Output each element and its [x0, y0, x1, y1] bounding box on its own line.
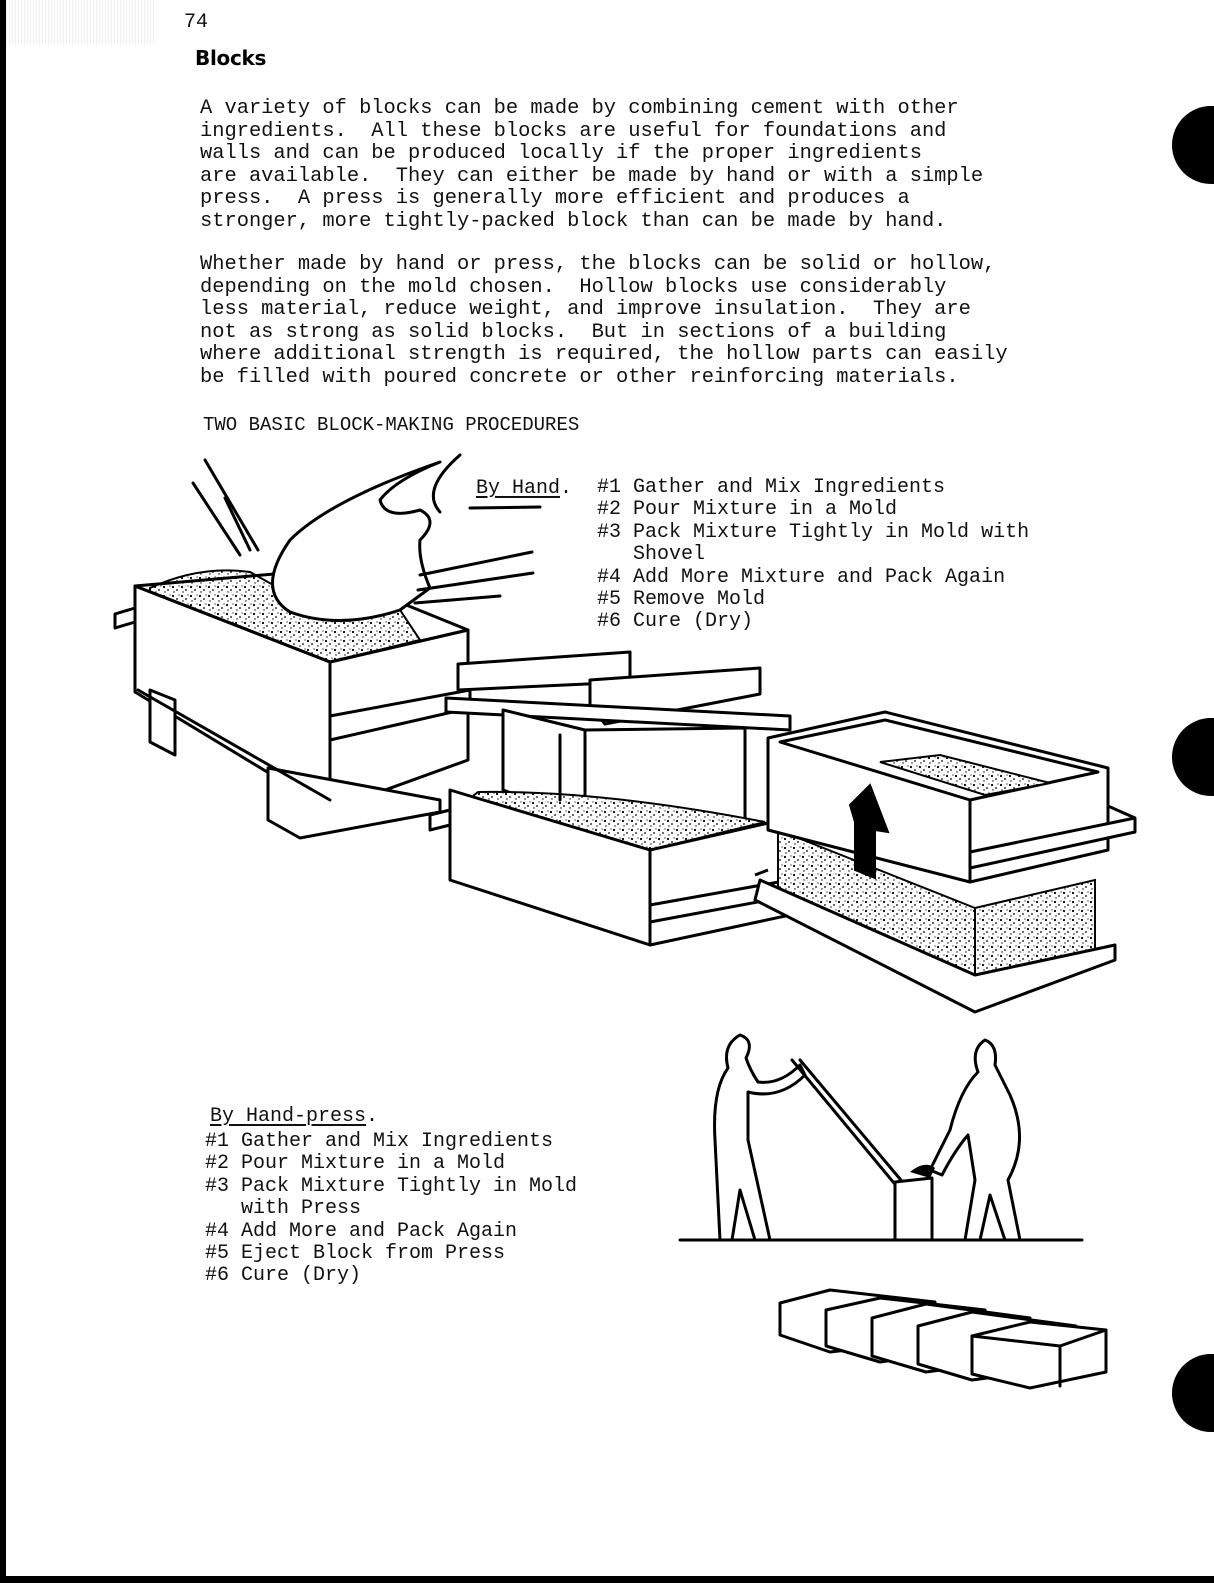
list-item: #1 Gather and Mix Ingredients: [205, 1130, 554, 1153]
list-item: #4 Add More and Pack Again: [205, 1219, 518, 1243]
list-item: #3 Pack Mixture Tightly in Mold with Press: [205, 1174, 578, 1221]
mold-remove-drawing: [430, 652, 790, 945]
list-item: #4 Add More Mixture and Pack Again: [597, 565, 1006, 589]
list-item: #2 Pour Mixture in a Mold: [597, 498, 898, 522]
mold-hand-packing-drawing: [115, 455, 540, 838]
by-hand-steps: [597, 477, 1029, 634]
by-hand-label: By Hand.: [476, 477, 573, 500]
list-item: #6 Cure (Dry): [597, 610, 754, 634]
list-item: #3 Pack Mixture Tightly in Mold with Shovel: [597, 520, 1030, 567]
page-title: Blocks: [195, 46, 267, 70]
mold-lift-drawing: [755, 712, 1135, 1012]
page-number: 74: [184, 11, 209, 34]
list-item: #5 Remove Mold: [597, 588, 766, 612]
list-item: #2 Pour Mixture in a Mold: [205, 1152, 506, 1176]
hand-press-people-drawing: [680, 1035, 1082, 1240]
section-title: TWO BASIC BLOCK-MAKING PROCEDURES: [203, 414, 580, 436]
cured-blocks-drawing: [780, 1290, 1106, 1388]
paragraph-intro: A variety of blocks can be made by combining cement with other ingredients. All these blocks are useful for foundations and walls and can be produced locally if the proper ingredients are available. They can either be made by hand or with a simple press. A press is generally more efficient and produces a stronger, more tightly-packed block than can be made by hand.: [200, 97, 984, 233]
list-item: #6 Cure (Dry): [205, 1264, 362, 1288]
list-item: #1 Gather and Mix Ingredients: [597, 476, 946, 499]
list-item: #5 Eject Block from Press: [205, 1242, 506, 1266]
paragraph-solid-hollow: Whether made by hand or press, the blocks can be solid or hollow, depending on the mold chosen. Hollow blocks use considerably less material, reduce weight, and improve insulation. They are not as strong as solid blocks. But in sections of a building where additional strength is required, the hollow parts can easily be filled with poured concrete or other reinforcing materials.: [200, 253, 1008, 389]
by-hand-press-label: By Hand-press.: [210, 1105, 379, 1128]
by-hand-press-steps: [205, 1131, 577, 1288]
